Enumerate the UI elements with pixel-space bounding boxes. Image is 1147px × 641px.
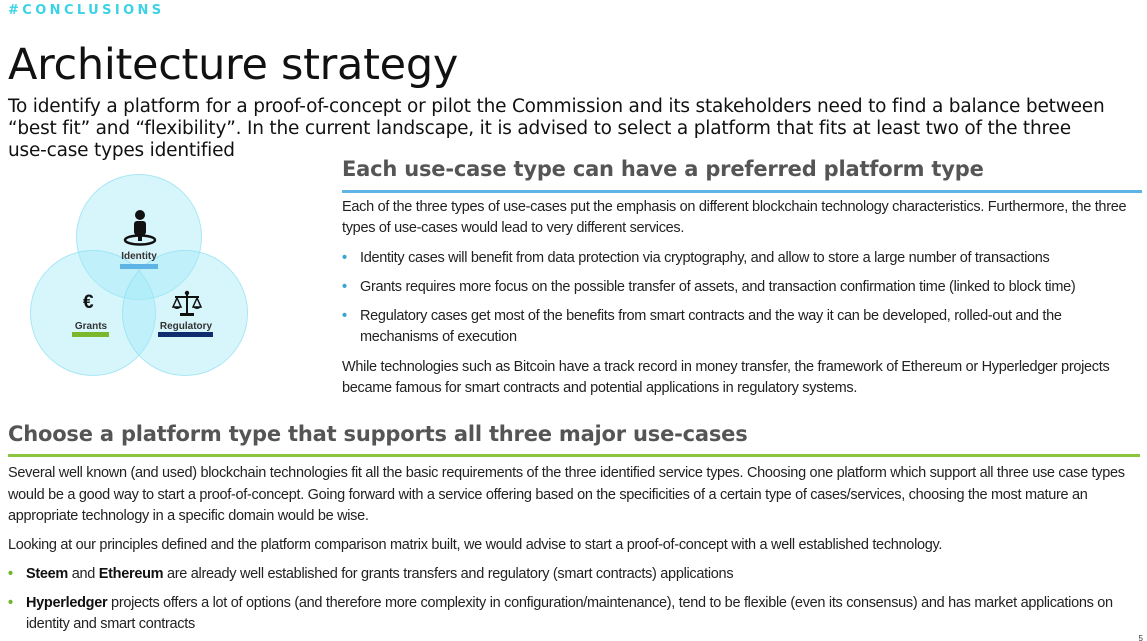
identity-label: Identity [121,251,157,262]
preferred-heading-rule [342,190,1142,193]
euro-icon: € [83,292,94,313]
use-case-venn-diagram [28,172,252,382]
preferred-platform-heading: Each use-case type can have a preferred platform type [342,157,984,181]
list-item [8,564,1126,585]
intro-text: To identify a platform for a proof-of-concept or pilot the Commission and its stakeholders need to find a balance between “best fit” and “flexibility”. In the current landscape, it is advised to select a platform that fits at least two of the three use-case types identified [8,96,1105,161]
choose-paragraph-2: Looking at our principles defined and the platform comparison matrix built, we would advise to start a proof-of-concept with a well established technology. [8,537,943,553]
scales-icon [172,290,202,318]
bullet-text: projects offers a lot of options (and therefore more complexity in configuration/maintenance), tend to be flexible (even its consensus) and has market applications on identity and smart contracts [26,595,1113,632]
hyperledger-name: Hyperledger [26,595,108,611]
bullet-text: are already well established for grants transfers and regulatory (smart contracts) applications [163,566,734,582]
ethereum-name: Ethereum [98,566,164,582]
choose-bullet-list [8,564,1126,641]
regulatory-bar [158,332,213,337]
preferred-bullet-list [342,248,1137,356]
preferred-closing: While technologies such as Bitcoin have a track record in money transfer, the framework of Ethereum or Hyperledger projects became famous for smart contracts and potential applications in regulatory systems. [342,359,1110,396]
list-item: • Identity cases will benefit from data protection via cryptography, and allow to store a large number of transactions [342,248,1137,269]
page-number: 5 [1138,634,1143,641]
page-title: Architecture strategy [8,40,458,90]
list-item: • Regulatory cases get most of the benefits from smart contracts and the way it can be developed, rolled-out and the mechanisms of execution [342,306,1137,348]
choose-heading-rule [8,454,1140,457]
preferred-intro: Each of the three types of use-cases put the emphasis on different blockchain technology characteristics. Furthermore, the three types of use-cases would lead to very different services. [342,199,1127,236]
list-item [8,593,1126,635]
choose-paragraph-1: Several well known (and used) blockchain technologies fit all the basic requirements of the three identified service types. Choosing one platform which support all three use case types would be a good way to start a proof-of-concept. Going forward with a service offering based on the specificities of a certain type of cases/services, choosing the most mature an appropriate technology in a specific domain would be wise. [8,465,1125,524]
steem-name: Steem [26,566,69,582]
choose-platform-heading: Choose a platform type that supports all three major use-cases [8,422,748,446]
and-text: and [68,566,99,582]
identity-bar [120,264,158,269]
grants-label: Grants [74,321,108,332]
regulatory-label: Regulatory [159,321,213,332]
person-icon [122,209,158,247]
list-item: • Grants requires more focus on the possible transfer of assets, and transaction confirmation time (linked to block time) [342,277,1137,298]
section-tag: #CONCLUSIONS [8,3,165,18]
grants-bar [72,332,109,337]
